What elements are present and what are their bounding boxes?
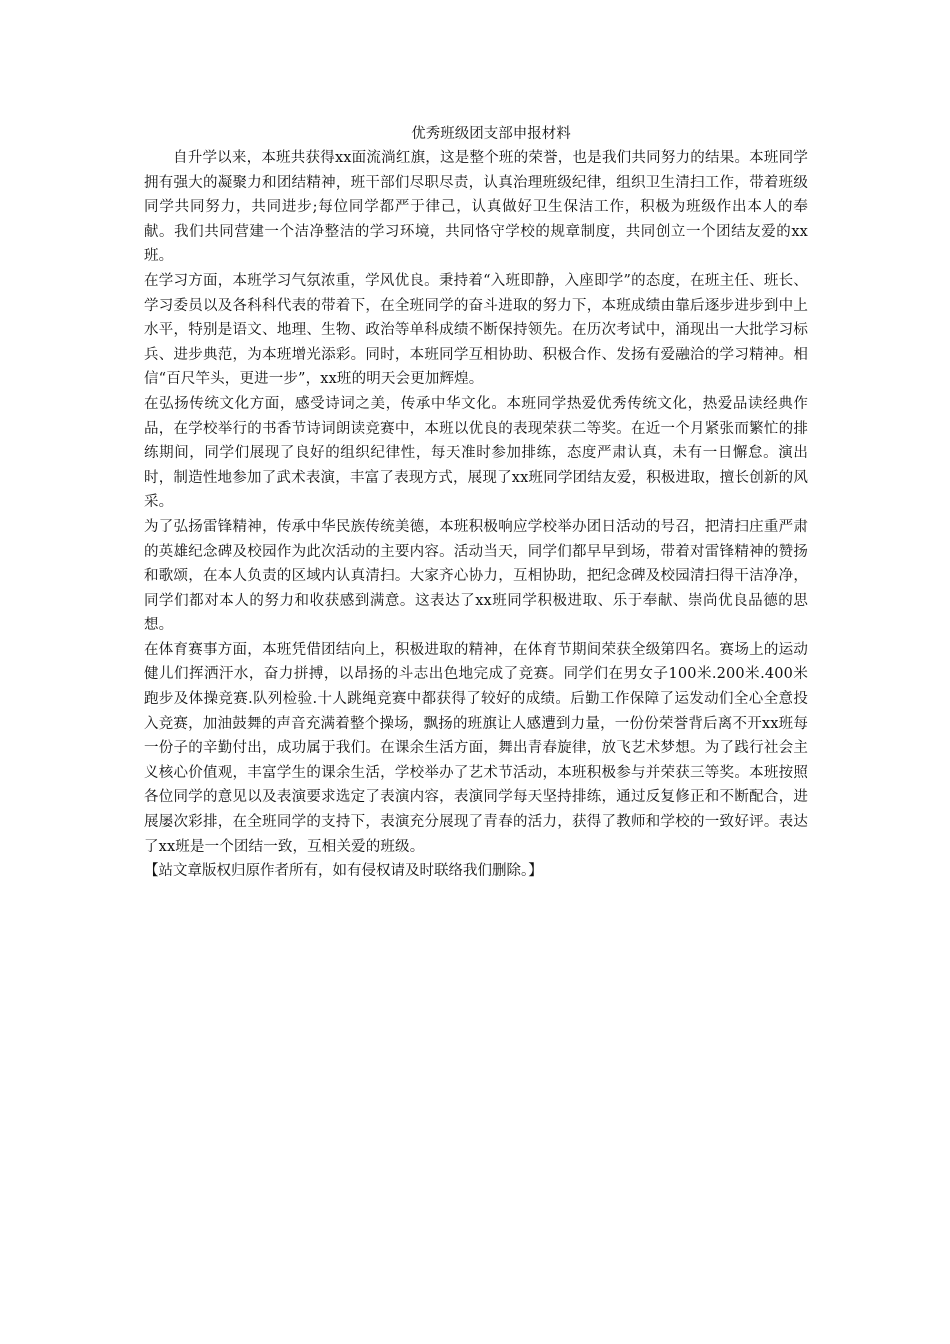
document-title: 优秀班级团支部申报材料 <box>411 126 571 142</box>
copyright-notice: 【站文章版权归原作者所有，如有侵权请及时联络我们删除。】 <box>144 863 543 880</box>
paragraph-class-honors: 自升学以来，本班共获得xx面流淌红旗，这是整个班的荣誉，也是我们共同努力的结果。本班同学拥有强大的凝聚力和团结精神，班干部们尽职尽责，认真治理班级纪律，组织卫生清扫工作，带着班级同学共同努力，共同进步;每位同学都严于律己，认真做好卫生保洁工作，积极为班级作出本人的奉献。我们共同营建一个洁净整洁的学习环境，共同恪守学校的规章制度，共同创立一个团结友爱的xx班。 <box>144 150 808 265</box>
paragraph-lei-feng-activity: 为了弘扬雷锋精神，传承中华民族传统美德，本班积极响应学校举办团日活动的号召，把清扫庄重严肃的英雄纪念碑及校园作为此次活动的主要内容。活动当天，同学们都早早到场，带着对雷锋精神的赞扬和歌颂，在本人负责的区域内认真清扫。大家齐心协力，互相协助，把纪念碑及校园清扫得干洁净净，同学们都对本人的努力和收获感到满意。这表达了xx班同学积极进取、乐于奉献、崇尚优良品德的思想。 <box>144 518 808 634</box>
paragraph-sports-and-arts: 在体育赛事方面，本班凭借团结向上，积极进取的精神，在体育节期间荣获全级第四名。赛场上的运动健儿们挥洒汗水，奋力拼搏，以昂扬的斗志出色地完成了竞赛。同学们在男女子100米.200米.400米跑步及体操竞赛.队列检验.十人跳绳竞赛中都获得了较好的成绩。后勤工作保障了运发动们全心全意投入竞赛，加油鼓舞的声音充满着整个操场，飘扬的班旗让人感遭到力量，一份份荣誉背后离不开xx班每一份子的辛勤付出，成功属于我们。在课余生活方面，舞出青春旋律，放飞艺术梦想。为了践行社会主义核心价值观，丰富学生的课余生活，学校举办了艺术节活动，本班积极参与并荣获三等奖。本班按照各位同学的意见以及表演要求选定了表演内容，表演同学每天坚持排练，通过反复修正和不断配合，进展屡次彩排，在全班同学的支持下，表演充分展现了青春的活力，获得了教师和学校的一致好评。表达了xx班是一个团结一致，互相关爱的班级。 <box>144 641 808 855</box>
paragraph-traditional-culture: 在弘扬传统文化方面，感受诗词之美，传承中华文化。本班同学热爱优秀传统文化，热爱品读经典作品，在学校举行的书香节诗词朗读竞赛中，本班以优良的表现荣获二等奖。在近一个月紧张而繁忙的排练期间，同学们展现了良好的组织纪律性，每天准时参加排练，态度严肃认真，未有一日懈怠。演出时，制造性地参加了武术表演，丰富了表现方式，展现了xx班同学团结友爱，积极进取，擅长创新的风采。 <box>144 395 808 511</box>
document-page <box>144 122 808 884</box>
paragraph-study: 在学习方面，本班学习气氛浓重，学风优良。秉持着“入班即静，入座即学”的态度，在班主任、班长、学习委员以及各科科代表的带着下，在全班同学的奋斗进取的努力下，本班成绩由靠后逐步进步到中上水平，特别是语文、地理、生物、政治等单科成绩不断保持领先。在历次考试中，涌现出一大批学习标兵、进步典范，为本班增光添彩。同时，本班同学互相协助、积极合作、发扬有爱融洽的学习精神。相信“百尺竿头，更进一步”，xx班的明天会更加辉煌。 <box>144 272 808 388</box>
